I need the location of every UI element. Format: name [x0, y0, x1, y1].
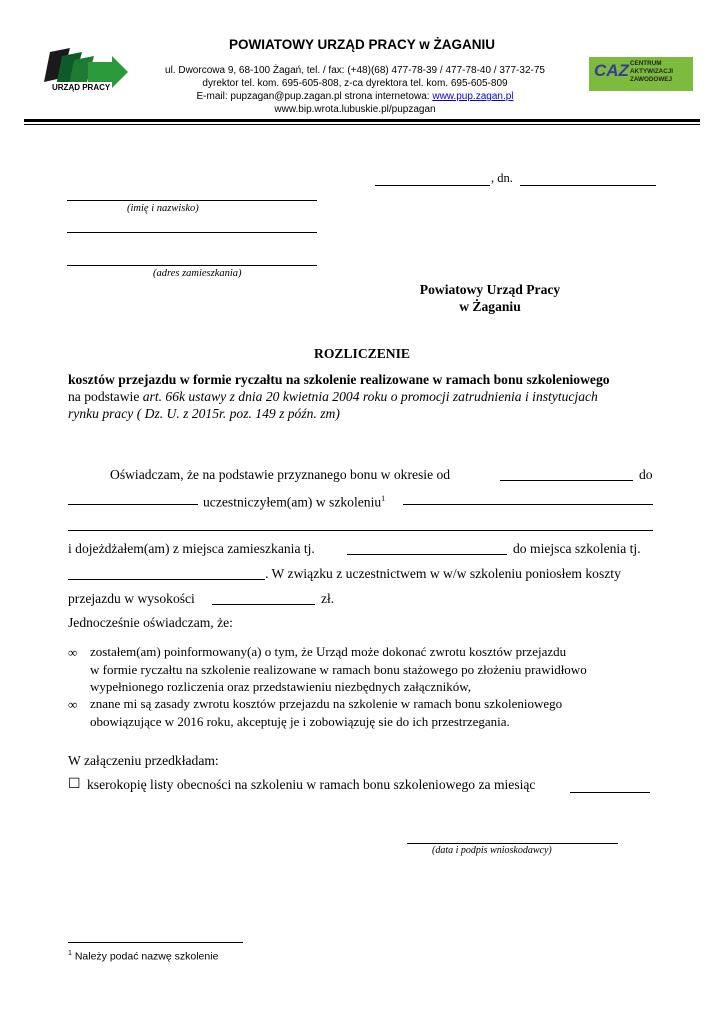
bullet-2-symbol: ∞: [68, 697, 78, 712]
attachments-heading: W załączeniu przedkładam:: [68, 753, 219, 768]
decl-text-1: Oświadczam, że na podstawie przyznanego bonu w okresie od: [110, 467, 451, 482]
legal-basis-line-1: [68, 389, 598, 405]
also-declare: Jednocześnie oświadczam, że:: [68, 615, 233, 630]
decl-line-1: [110, 462, 450, 487]
signature-field[interactable]: [407, 843, 618, 844]
date-field[interactable]: [520, 185, 656, 186]
bullet-1: [90, 643, 655, 696]
caz-line-3: ZAWODOWEJ: [630, 76, 672, 83]
document-subtitle: kosztów przejazdu w formie ryczałtu na szkolenie realizowane w ramach bonu szkoleniowego: [68, 372, 610, 387]
decl-line-5: . W związku z uczestnictwem w w/w szkoleniu poniosłem koszty: [265, 566, 621, 581]
name-field[interactable]: [67, 200, 317, 201]
bullet-2-line-2: obowiązujące w 2016 roku, akceptuję je i zobowiązuję sie do ich przestrzegania.: [90, 713, 510, 729]
caz-line-1: CENTRUM: [630, 60, 662, 67]
bullet-1-line-3: wypełnionego rozliczenia oraz przedstawieniu niezbędnych załączników,: [90, 679, 472, 694]
decl-text-4b: do miejsca szkolenia tj.: [513, 541, 641, 556]
legal-basis-line-2: rynku pracy ( Dz. U. z 2015r. poz. 149 z późn. zm): [68, 406, 340, 421]
training-place-field[interactable]: [68, 579, 265, 580]
decl-to: do: [639, 467, 653, 482]
bullet-1-line-1: zostałem(am) poinformowany(a) o tym, że Urząd może dokonać zwrotu kosztów przejazdu: [90, 644, 567, 659]
recipient-line-2: w Żaganiu: [459, 299, 521, 314]
period-from-field[interactable]: [500, 480, 633, 481]
director-line: dyrektor tel. kom. 695-605-808, z-ca dyrektora tel. kom. 695-605-809: [202, 78, 508, 89]
footnote: [68, 950, 218, 963]
logo-text: URZĄD PRACY: [52, 83, 111, 92]
decl-line-4: [68, 536, 315, 561]
decl-text-6: przejazdu w wysokości: [68, 591, 195, 606]
address-caption: (adres zamieszkania): [153, 268, 242, 279]
signature-caption: (data i podpis wnioskodawcy): [432, 845, 552, 856]
address-line: ul. Dworcowa 9, 68-100 Żagań, tel. / fax: (+48)(68) 477-78-39 / 477-78-40 / 377-32-75: [165, 65, 545, 76]
header-divider-thick: [24, 119, 700, 122]
decl-text-2: uczestniczyłem(am) w szkoleniu: [203, 494, 382, 510]
address-field-2[interactable]: [67, 265, 317, 266]
caz-line-2: AKTYWIZACJI: [630, 68, 674, 75]
amount-field[interactable]: [212, 604, 315, 605]
attachment-checkbox[interactable]: ☐: [68, 776, 81, 792]
decl-line-2: [203, 486, 385, 515]
legal-prefix: na podstawie: [68, 389, 143, 404]
decl-line-6: [68, 586, 195, 611]
bullet-2: [90, 695, 655, 730]
contact-block: [140, 64, 570, 116]
legal-text-1: art. 66k ustawy z dnia 20 kwietnia 2004 roku o promocji zatrudnienia i instytucjach: [142, 389, 598, 404]
currency: zł.: [321, 591, 335, 606]
footnote-text: Należy podać nazwę szkolenie: [74, 950, 219, 963]
bullet-1-line-2: w formie ryczałtu na szkolenie realizowane w ramach bonu stażowego po złożeniu prawidłowo: [90, 661, 587, 677]
month-field[interactable]: [570, 792, 650, 793]
email-line: [140, 90, 570, 103]
decl-text-4: i dojeżdżałem(am) z miejsca zamieszkania tj.: [68, 541, 315, 556]
training-name-field-2[interactable]: [68, 530, 653, 531]
bullet-1-symbol: ∞: [68, 645, 78, 660]
website-link[interactable]: www.pup.zagan.pl: [432, 91, 514, 102]
bullet-2-line-1: znane mi są zasady zwrotu kosztów przejazdu na szkolenie w ramach bonu szkoleniowego: [90, 696, 563, 711]
footnote-divider: [68, 942, 243, 943]
recipient: [400, 281, 580, 315]
date-label: , dn.: [491, 171, 513, 185]
footnote-number: 1: [68, 950, 72, 957]
institution-name: POWIATOWY URZĄD PRACY w ŻAGANIU: [228, 37, 495, 52]
period-to-field[interactable]: [68, 504, 198, 505]
bip-line[interactable]: www.bip.wrota.lubuskie.pl/pupzagan: [274, 104, 436, 115]
place-field[interactable]: [375, 185, 490, 186]
email-text: E-mail: pupzagan@pup.zagan.pl strona internetowa:: [196, 91, 433, 102]
footnote-ref: 1: [381, 494, 386, 503]
document-title: ROZLICZENIE: [314, 346, 410, 361]
attachment-item: kserokopię listy obecności na szkoleniu w ramach bonu szkoleniowego za miesiąc: [87, 777, 536, 792]
training-name-field-1[interactable]: [403, 504, 653, 505]
address-field-1[interactable]: [67, 232, 317, 233]
recipient-line-1: Powiatowy Urząd Pracy: [419, 282, 561, 297]
caz-abbrev: CAZ: [594, 61, 629, 80]
header-divider-thin: [24, 124, 700, 125]
residence-field[interactable]: [347, 554, 507, 555]
caz-logo: [589, 57, 693, 91]
name-caption: (imię i nazwisko): [127, 203, 199, 214]
caz-fullname: [630, 60, 673, 84]
